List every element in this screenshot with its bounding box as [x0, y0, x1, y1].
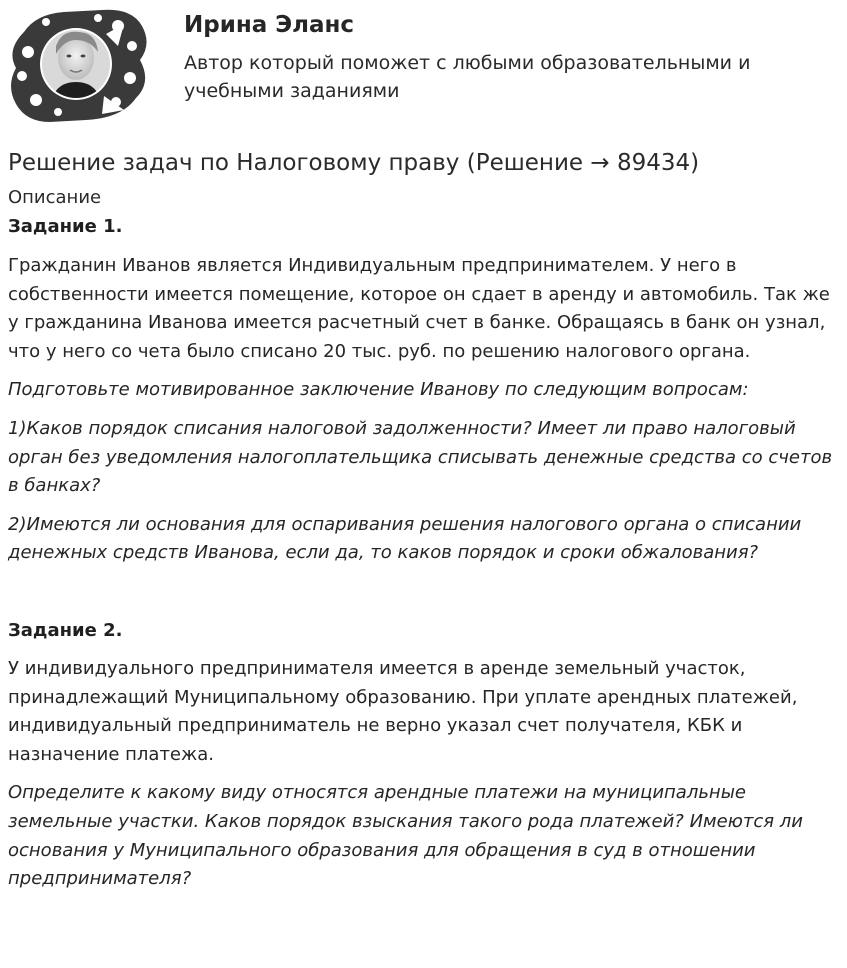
- task-2-question: Определите к какому виду относятся арендные платежи на муниципальные земельные участки. Каков порядок взыскания такого рода платежей? Имеются ли основания у Муниципального образования для обращения в суд в отношении предпринимателя?: [8, 782, 803, 890]
- author-header: [0, 0, 847, 135]
- author-name[interactable]: Ирина Эланс: [184, 12, 355, 38]
- author-avatar[interactable]: [6, 6, 152, 126]
- task-2-text: У индивидуального предпринимателя имеется в аренде земельный участок, принадлежащий Муниципальному образованию. При уплате арендных платежей, индивидуальный предприниматель не верно указал счет получателя, КБК и назначение платежа.: [8, 657, 798, 765]
- task-1-question-1: 1)Каков порядок списания налоговой задолженности? Имеет ли право налоговый орган без уведомления налогоплательщика списывать денежные средства со счетов в банках?: [8, 417, 833, 497]
- author-bio: Автор который поможет с любыми образовательными и учебными заданиями: [184, 52, 751, 102]
- task-2: [8, 618, 844, 894]
- task-1-prompt: Подготовьте мотивированное заключение Иванову по следующим вопросам:: [8, 379, 749, 401]
- task-1-title: Задание 1.: [8, 216, 123, 237]
- main-content: [8, 146, 844, 894]
- task-2-title: Задание 2.: [8, 619, 123, 641]
- task-1: [8, 214, 844, 568]
- page-title: Решение задач по Налоговому праву (Решение → 89434): [8, 150, 700, 176]
- description-label: Описание: [8, 187, 102, 208]
- task-1-question-2: 2)Имеются ли основания для оспаривания решения налогового органа о списании денежных средств Иванова, если да, то каков порядок и сроки обжалования?: [8, 513, 802, 564]
- task-1-text: Гражданин Иванов является Индивидуальным предпринимателем. У него в собственности имеется помещение, которое он сдает в аренду и автомобиль. Так же у гражданина Иванова имеется расчетный счет в банке. Обращаясь в банк он узнал, что у него со чета было списано 20 тыс. руб. по решению налогового органа.: [8, 255, 830, 362]
